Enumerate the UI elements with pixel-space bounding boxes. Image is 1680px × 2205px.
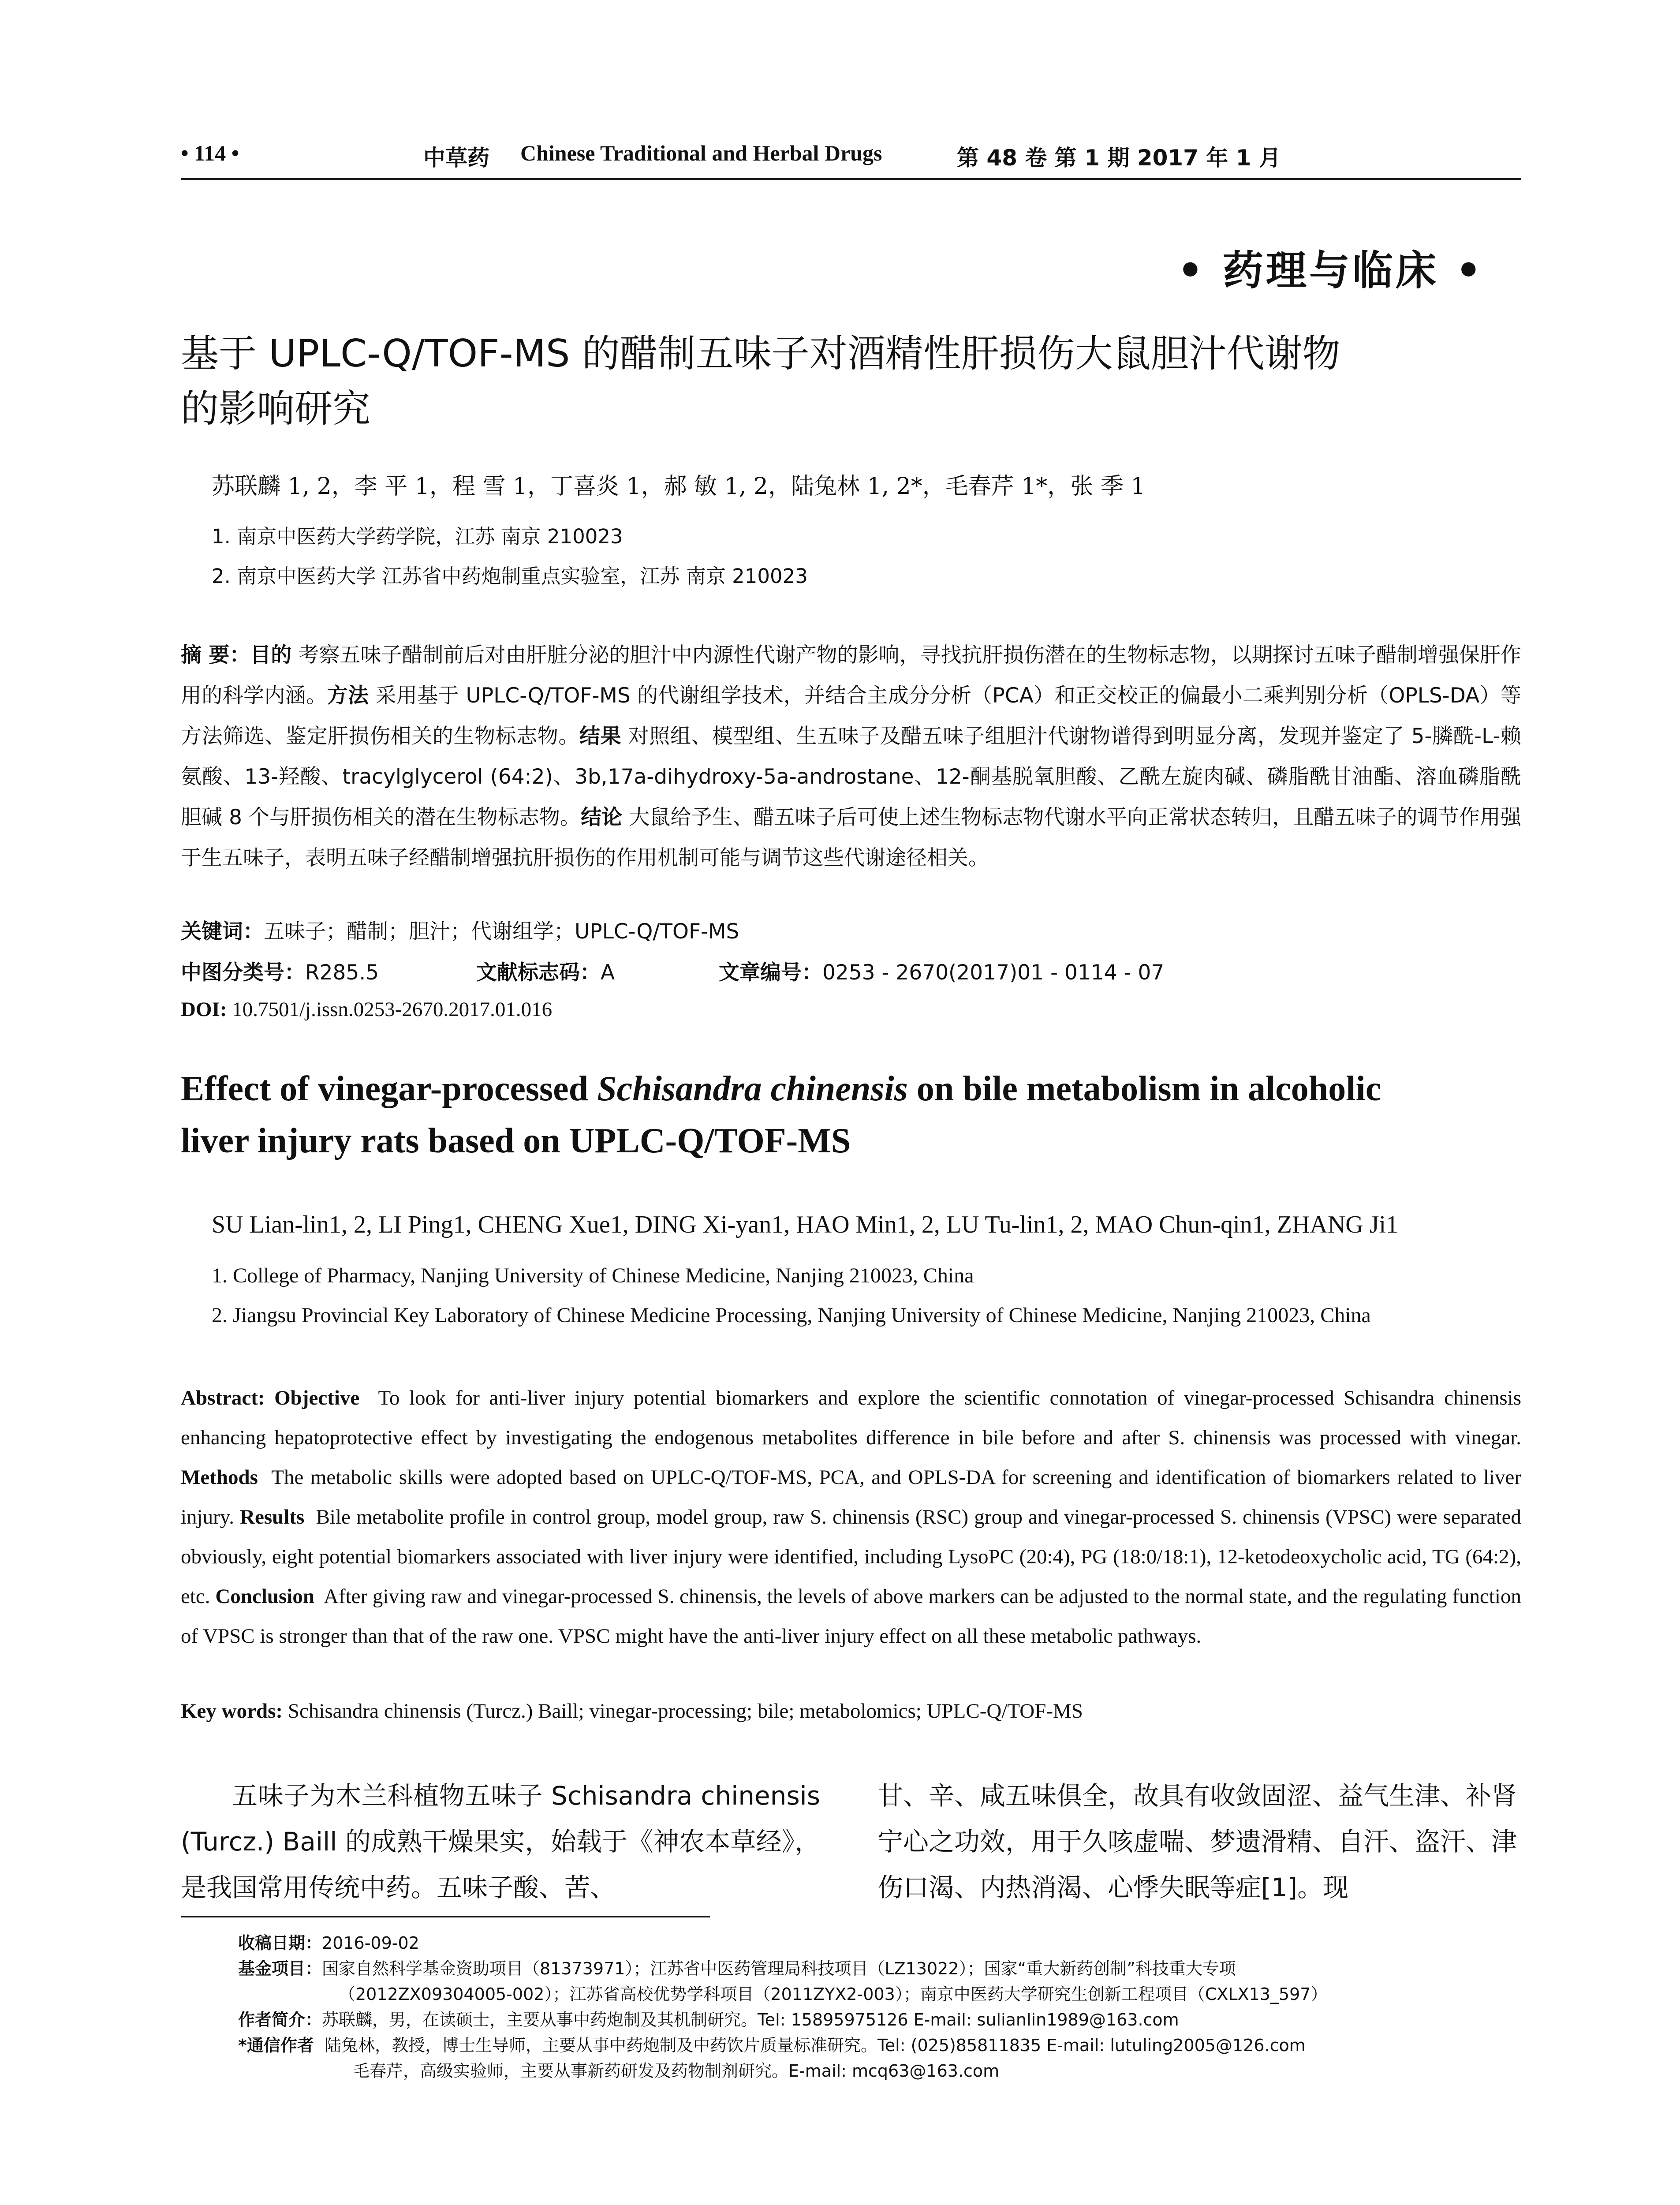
- journal-name-cn: 中草药: [423, 145, 489, 171]
- en-objective-text: To look for anti-liver injury potential biomarkers and explore the scientific connotation of vinegar-processed Schisandra chinensis enhancing hepatoprotective effect by investigating the endogenous metabolites difference in bile before and after S. chinensis was processed with vinegar.: [181, 1387, 1522, 1449]
- cn-keywords-text: 五味子；醋制；胆汁；代谢组学；UPLC-Q/TOF-MS: [264, 919, 739, 944]
- cn-authors: 苏联麟 1, 2，李 平 1，程 雪 1，丁喜炎 1，郝 敏 1, 2，陆兔林 1, 2*，毛春芹 1*，张 季 1: [212, 473, 1146, 500]
- cn-affiliation-1: 1. 南京中医药大学药学院，江苏 南京 210023: [212, 525, 623, 548]
- footnote-rule: [181, 1916, 710, 1917]
- en-keywords-text: Schisandra chinensis (Turcz.) Baill; vinegar-processing; bile; metabolomics; UPLC-Q/TOF-MS: [287, 1700, 1083, 1723]
- cn-title-line2: 的影响研究: [181, 387, 370, 431]
- en-conclusion-label: Conclusion: [215, 1585, 314, 1608]
- cn-keywords-label: 关键词：: [181, 919, 264, 944]
- cn-conclusion-label: 结论: [581, 805, 623, 830]
- en-affiliation-1: 1. College of Pharmacy, Nanjing University of Chinese Medicine, Nanjing 210023, China: [212, 1264, 974, 1287]
- cn-doc-code: [476, 956, 615, 986]
- cn-title-line1: 基于 UPLC-Q/TOF-MS 的醋制五味子对酒精性肝损伤大鼠胆汁代谢物: [181, 332, 1340, 376]
- en-keywords: [181, 1691, 1521, 1731]
- fn-fund-line2: （2012ZX09304005-002）；江苏省高校优势学科项目（2011ZYX2-003）；南京中医药大学研究生创新工程项目（CXLX13_597）: [339, 1984, 1328, 2004]
- en-methods-label: Methods: [181, 1466, 258, 1489]
- fn-author: [238, 2007, 1179, 2032]
- fn-author-label: 作者简介：: [238, 2010, 322, 2029]
- cn-abstract: [181, 635, 1521, 878]
- fn-received-value: 2016-09-02: [322, 1933, 419, 1953]
- cn-results-label: 结果: [579, 724, 622, 748]
- en-objective-label: Objective: [274, 1387, 360, 1409]
- fn-author-value: 苏联麟，男，在读硕士，主要从事中药炮制及其机制研究。Tel: 15895975126 E-mail: sulianlin1989@163.com: [322, 2010, 1179, 2029]
- fn-received: [238, 1931, 419, 1955]
- en-authors: SU Lian-lin1, 2, LI Ping1, CHENG Xue1, DING Xi-yan1, HAO Min1, 2, LU Tu-lin1, 2, MAO Chun-qin1, ZHANG Ji1: [212, 1211, 1399, 1238]
- cn-conclusion-text: 大鼠给予生、醋五味子后可使上述生物标志物代谢水平向正常状态转归，且醋五味子的调节作用强于生五味子，表明五味子经醋制增强抗肝损伤的作用机制可能与调节这些代谢途径相关。: [181, 805, 1521, 870]
- cn-doi: [181, 998, 552, 1021]
- cn-doi-label: DOI:: [181, 998, 227, 1021]
- en-affiliation-2: 2. Jiangsu Provincial Key Laboratory of Chinese Medicine Processing, Nanjing University of Chinese Medicine, Nanjing 210023, China: [212, 1304, 1371, 1327]
- fn-fund-label: 基金项目：: [238, 1959, 322, 1978]
- cn-doc-code-label: 文献标志码：: [476, 960, 601, 985]
- fn-corr: [238, 2033, 1306, 2058]
- fn-corr-label: *通信作者: [238, 2036, 314, 2055]
- cn-affiliation-2: 2. 南京中医药大学 江苏省中药炮制重点实验室，江苏 南京 210023: [212, 564, 808, 588]
- en-methods-text: The metabolic skills were adopted based on UPLC-Q/TOF-MS, PCA, and OPLS-DA for screening and identification of biomarkers related to liver injury.: [181, 1466, 1522, 1529]
- en-conclusion-text: After giving raw and vinegar-processed S. chinensis, the levels of above markers can be adjusted to the normal state, and the regulating function of VPSC is stronger than that of the raw one. VPSC might have the anti-liver injury effect on all these metabolic pathways.: [181, 1585, 1521, 1648]
- journal-name-en: Chinese Traditional and Herbal Drugs: [520, 141, 882, 165]
- fn-received-label: 收稿日期：: [238, 1933, 322, 1953]
- cn-keywords: [181, 915, 739, 945]
- journal-issue: 第 48 卷 第 1 期 2017 年 1 月: [957, 145, 1281, 171]
- cn-clc: [181, 956, 379, 986]
- cn-clc-value: R285.5: [305, 960, 379, 985]
- cn-article-no: [719, 956, 1164, 986]
- en-title-species: Schisandra chinensis: [597, 1069, 908, 1108]
- page-number: • 114 •: [181, 141, 239, 165]
- fn-fund: [238, 1956, 1236, 1981]
- fn-fund-line1: 国家自然科学基金资助项目（81373971）；江苏省中医药管理局科技项目（LZ13022）；国家“重大新药创制”科技重大专项: [322, 1959, 1236, 1978]
- cn-methods-text: 采用基于 UPLC-Q/TOF-MS 的代谢组学技术，并结合主成分分析（PCA）和正交校正的偏最小二乘判别分析（OPLS-DA）等方法筛选、鉴定肝损伤相关的生物标志物。: [181, 684, 1522, 748]
- cn-article-no-label: 文章编号：: [719, 960, 822, 985]
- cn-title: [181, 326, 1504, 437]
- cn-objective-text: 考察五味子醋制前后对由肝脏分泌的胆汁中内源性代谢产物的影响，寻找抗肝损伤潜在的生物标志物，以期探讨五味子醋制增强保肝作用的科学内涵。: [181, 643, 1521, 708]
- cn-article-no-value: 0253 - 2670(2017)01 - 0114 - 07: [822, 960, 1165, 985]
- en-title-part-b: on bile metabolism in alcoholic: [907, 1069, 1381, 1108]
- section-tag: • 药理与临床 •: [1177, 247, 1484, 294]
- cn-doi-value: 10.7501/j.issn.0253-2670.2017.01.016: [232, 998, 553, 1021]
- fn-corr-line1: 陆兔林，教授，博士生导师，主要从事中药炮制及中药饮片质量标准研究。Tel: (025)85811835 E-mail: lutuling2005@126.com: [325, 2036, 1306, 2055]
- body-col-right: 甘、辛、咸五味俱全，故具有收敛固涩、益气生津、补肾宁心之功效，用于久咳虚喘、梦遗滑精、自汗、盗汗、津伤口渴、内热消渴、心悸失眠等症[1]。现: [877, 1781, 1517, 1902]
- cn-objective-label: 目的: [250, 643, 292, 667]
- en-title-line2: liver injury rats based on UPLC-Q/TOF-MS: [181, 1121, 851, 1160]
- fn-corr-line2: 毛春芹，高级实验师，主要从事新药研发及药物制剂研究。E-mail: mcq63@163.com: [353, 2061, 1000, 2081]
- cn-clc-label: 中图分类号：: [181, 960, 305, 985]
- cn-results-text: 对照组、模型组、生五味子及醋五味子组胆汁代谢物谱得到明显分离，发现并鉴定了 5-膦酰-L-赖氨酸、13-羟酸、tracylglycerol (64:2)、3b,17a-dihydroxy-5a-androstane、12-酮基脱氧胆酸、乙酰左旋肉碱、磷脂酰甘油酯、溶血磷脂酰胆碱 8 个与肝损伤相关的潜在生物标志物。: [181, 724, 1522, 830]
- en-title-line1: [181, 1063, 1548, 1115]
- header-rule: [181, 178, 1521, 180]
- cn-doc-code-value: A: [601, 960, 615, 985]
- en-results-label: Results: [240, 1506, 305, 1529]
- cn-methods-label: 方法: [327, 684, 369, 708]
- en-keywords-label: Key words:: [181, 1700, 283, 1723]
- cn-abstract-label: 摘 要：: [181, 643, 250, 667]
- en-abstract-label: Abstract:: [181, 1387, 265, 1409]
- en-title-part-a: Effect of vinegar-processed: [181, 1069, 597, 1108]
- en-abstract: [181, 1378, 1521, 1656]
- en-results-text: Bile metabolite profile in control group, model group, raw S. chinensis (RSC) group and vinegar-processed S. chinensis (VPSC) were separated obviously, eight potential biomarkers associated with liver injury were identified, including LysoPC (20:4), PG (18:0/18:1), 12-ketodeoxycholic acid, TG (64:2), etc.: [181, 1506, 1522, 1608]
- body-col-left: 五味子为木兰科植物五味子 Schisandra chinensis (Turcz.) Baill 的成熟干燥果实，始载于《神农本草经》，是我国常用传统中药。五味子酸、苦、: [181, 1781, 820, 1902]
- en-title: [181, 1063, 1548, 1167]
